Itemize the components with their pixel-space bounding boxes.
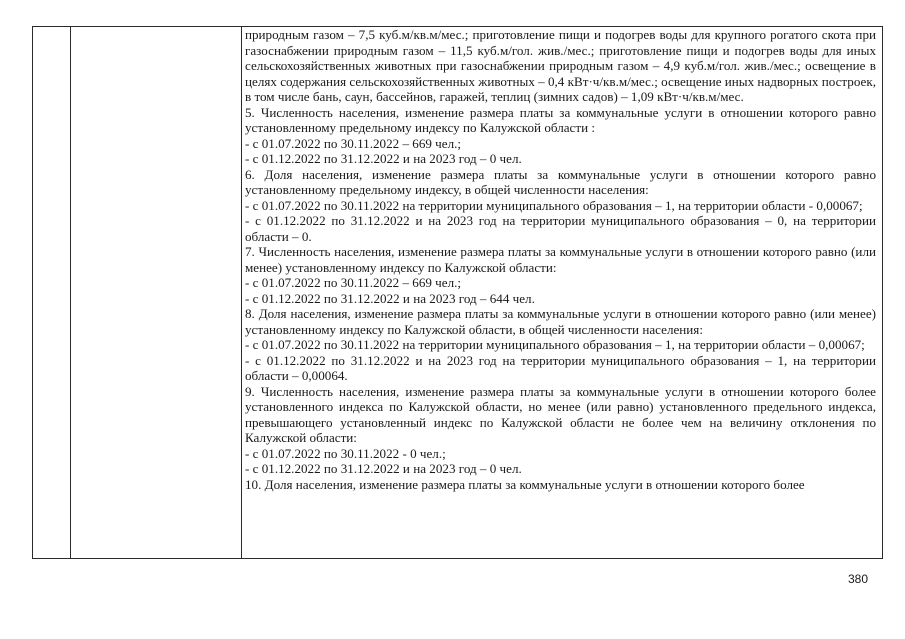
paragraph: - с 01.07.2022 по 30.11.2022 на территории муниципального образования – 1, на территории области – 0,00067; [245,337,865,352]
column-divider-2 [241,27,242,558]
paragraph: - с 01.12.2022 по 31.12.2022 и на 2023 год на территории муниципального образования – 1, на территории области – 0,00064. [245,352,876,383]
page-number: 380 [848,572,869,586]
paragraph: - с 01.07.2022 по 30.11.2022 – 669 чел.; [245,275,462,290]
paragraph: природным газом – 7,5 куб.м/кв.м/мес.; приготовление пищи и подогрев воды для крупного рогатого скота при газоснабжении природным газом – 11,5 куб.м/гол. жив./мес.; приготовление пищи и подогрев воды для иных сельскохозяйственных животных при газоснабжении природным газом – 4,9 куб.м/гол. жив./мес.; освещение в целях содержания сельскохозяйственных животных – 0,4 кВт·ч/кв.м/мес.; освещение иных надворных построек, в том числе бань, саун, бассейнов, гаражей, теплиц (зимних садов) – 1,09 кВт·ч/кв.м/мес. [245,27,876,104]
paragraph: - с 01.12.2022 по 31.12.2022 и на 2023 год – 0 чел. [245,151,522,166]
column-divider-1 [70,27,71,558]
paragraph: - с 01.12.2022 по 31.12.2022 и на 2023 год на территории муниципального образования – 0, на территории области – 0. [245,213,876,244]
paragraph: - с 01.07.2022 по 30.11.2022 на территории муниципального образования – 1, на территории области - 0,00067; [245,197,863,213]
paragraph: 7. Численность населения, изменение размера платы за коммунальные услуги в отношении которого равно (или менее) установленному индексу по Калужской области: [245,244,876,275]
paragraph: - с 01.07.2022 по 30.11.2022 – 669 чел.; [245,135,462,151]
paragraph: - с 01.07.2022 по 30.11.2022 - 0 чел.; [245,445,446,461]
paragraph: 5. Численность населения, изменение размера платы за коммунальные услуги в отношении которого равно установленному предельному индексу по Калужской области : [245,104,876,135]
paragraph: 6. Доля населения, изменение размера платы за коммунальные услуги в отношении которого равно установленному предельному индексу, в общей численности населения: [245,166,876,197]
paragraph: 9. Численность населения, изменение размера платы за коммунальные услуги в отношении которого более установленного индекса по Калужской области, но менее (или равно) установленного предельного индекса, превышающего установленный индекс по Калужской области не более чем на величину отклонения по Калужской области: [245,383,876,445]
paragraph: - с 01.12.2022 по 31.12.2022 и на 2023 год – 0 чел. [245,461,522,476]
paragraph: - с 01.12.2022 по 31.12.2022 и на 2023 год – 644 чел. [245,290,535,306]
paragraph: 8. Доля населения, изменение размера платы за коммунальные услуги в отношении которого равно (или менее) установленному индексу по Калужской области, в общей численности населения: [245,306,876,337]
paragraph: 10. Доля населения, изменение размера платы за коммунальные услуги в отношении которого более [245,476,805,492]
text-cell [245,27,876,558]
